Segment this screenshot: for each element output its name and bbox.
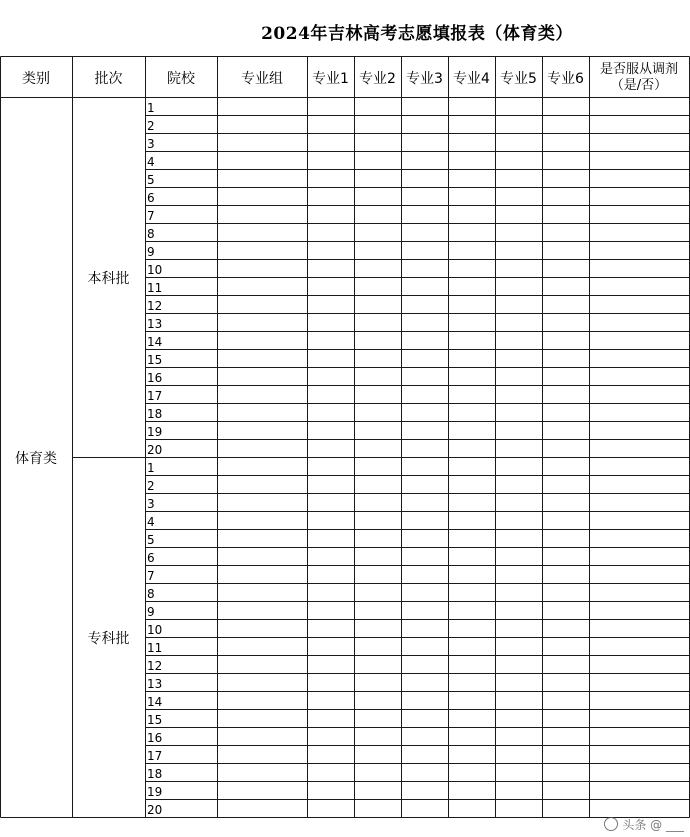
- row-number: 6: [147, 191, 155, 205]
- row-number: 18: [147, 767, 163, 781]
- row-number: 10: [147, 623, 163, 637]
- row-number: 15: [147, 713, 163, 727]
- batch-cell-undergraduate: 本科批: [87, 271, 130, 287]
- header-adjust: [589, 57, 689, 98]
- header-major-1: 专业1: [312, 70, 349, 87]
- header-category: 类别: [22, 70, 50, 87]
- row-number: 3: [147, 137, 155, 151]
- row-number: 14: [147, 335, 163, 349]
- header-major-group: 专业组: [241, 70, 283, 87]
- header-batch: 批次: [94, 70, 123, 87]
- batch-cell-vocational: 专科批: [87, 631, 130, 647]
- row-number: 5: [147, 173, 155, 187]
- row-number: 14: [147, 695, 163, 709]
- row-number: 12: [147, 659, 163, 673]
- row-number: 8: [147, 227, 155, 241]
- watermark: [604, 815, 684, 833]
- row-number: 4: [147, 155, 155, 169]
- category-cell: 体育类: [15, 451, 57, 467]
- row-number: 2: [147, 119, 155, 133]
- header-major-3: 专业3: [406, 70, 443, 87]
- header-major-5: 专业5: [500, 70, 537, 87]
- header-school: 院校: [167, 70, 195, 87]
- row-number: 8: [147, 587, 155, 601]
- row-number: 16: [147, 731, 163, 745]
- row-number: 10: [147, 263, 163, 277]
- row-number: 18: [147, 407, 163, 421]
- platform-logo-icon: [604, 817, 618, 831]
- row-number: 17: [147, 749, 163, 763]
- row-number: 11: [147, 281, 163, 295]
- header-major-6: 专业6: [547, 70, 584, 87]
- row-number: 20: [147, 443, 163, 457]
- row-number: 1: [147, 461, 155, 475]
- row-number: 9: [147, 605, 155, 619]
- row-number: 3: [147, 497, 155, 511]
- row-number: 19: [147, 425, 163, 439]
- row-number: 13: [147, 317, 163, 331]
- header-major-4: 专业4: [453, 70, 490, 87]
- page-title: 2024年吉林高考志愿填报表（体育类）: [261, 24, 573, 44]
- row-number: 9: [147, 245, 155, 259]
- row-number: 13: [147, 677, 163, 691]
- row-number: 11: [147, 641, 163, 655]
- row-number: 12: [147, 299, 163, 313]
- row-number: 16: [147, 371, 163, 385]
- row-number: 7: [147, 209, 155, 223]
- row-number: 5: [147, 533, 155, 547]
- row-number: 1: [147, 101, 155, 115]
- row-number: 6: [147, 551, 155, 565]
- row-number: 19: [147, 785, 163, 799]
- header-adjust-line2: （是/否）: [610, 77, 668, 93]
- header-major-2: 专业2: [359, 70, 396, 87]
- row-number: 2: [147, 479, 155, 493]
- row-number: 17: [147, 389, 163, 403]
- header-adjust-line1: 是否服从调剂: [599, 61, 678, 77]
- row-number: 4: [147, 515, 155, 529]
- row-number: 20: [147, 803, 163, 817]
- row-number: 7: [147, 569, 155, 583]
- row-number: 15: [147, 353, 163, 367]
- watermark-text: 头条 @ ___: [622, 817, 684, 832]
